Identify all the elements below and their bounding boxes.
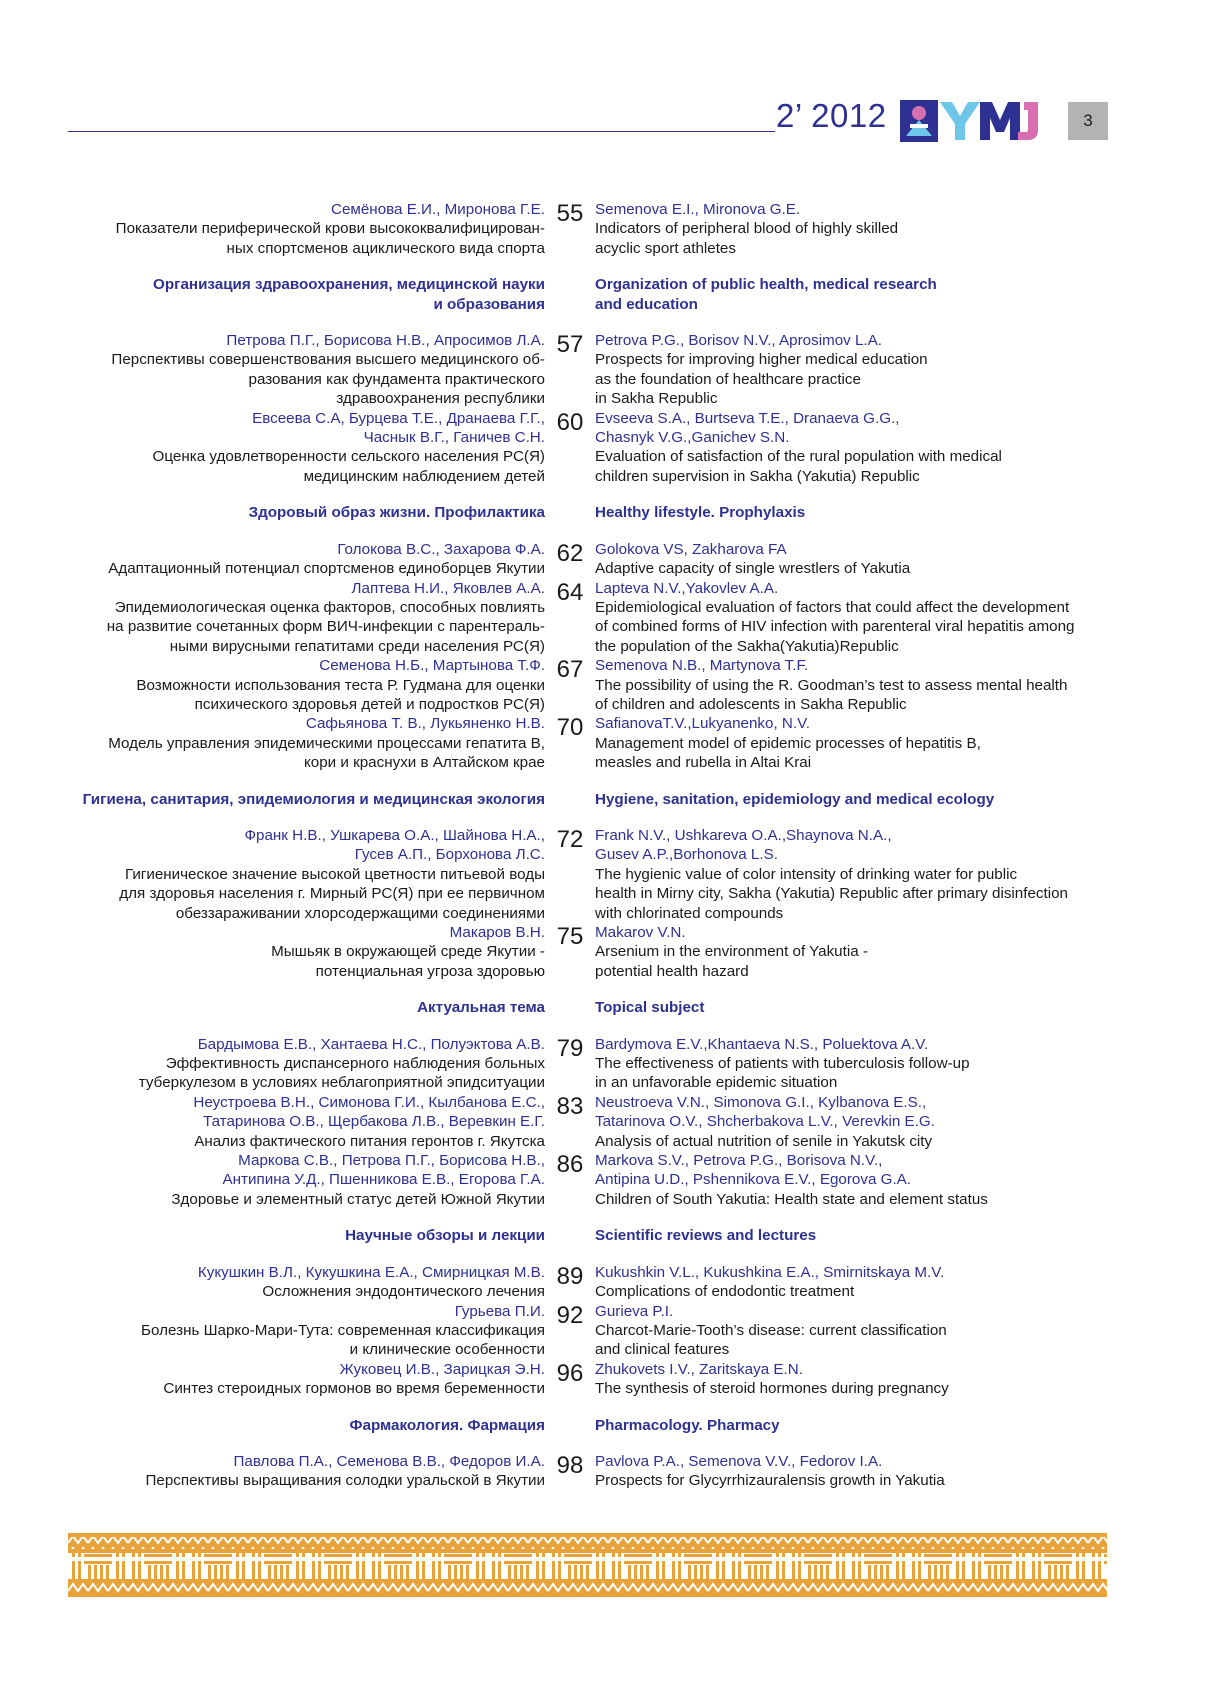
- toc-entry[interactable]: [0, 1302, 1207, 1360]
- section-title-ru: [0, 503, 545, 522]
- entry-authors: Bardymova E.V.,Khantaeva N.S., Poluektova A.V.: [595, 1035, 929, 1053]
- section-heading: [0, 275, 1207, 314]
- entry-title: and clinical features: [595, 1341, 730, 1359]
- entry-title: with chlorinated compounds: [595, 904, 784, 922]
- entry-russian: [0, 540, 545, 579]
- entry-title: as the foundation of healthcare practice: [595, 370, 861, 388]
- entry-page-number[interactable]: 55: [556, 200, 584, 227]
- toc-entry[interactable]: [0, 1360, 1207, 1399]
- entry-authors: Неустроева В.Н., Симонова Г.И., Кылбанова Е.С.,: [193, 1093, 545, 1111]
- entry-title: Здоровье и элементный статус детей Южной Якутии: [171, 1190, 545, 1208]
- entry-title: Adaptive capacity of single wrestlers of Yakutia: [595, 560, 911, 578]
- entry-title: Возможности использования теста Р. Гудмана для оценки: [136, 676, 545, 694]
- entry-title: Complications of endodontic treatment: [595, 1283, 855, 1301]
- entry-russian: [0, 1360, 545, 1399]
- entry-authors: Evseeva S.A., Burtseva T.E., Dranaeva G.G.,: [595, 409, 900, 427]
- section-title-en: [595, 1226, 1115, 1245]
- entry-authors: Павлова П.А., Семенова В.В., Федоров И.А.: [233, 1452, 545, 1470]
- entry-title: Arsenium in the environment of Yakutia -: [595, 943, 868, 961]
- section-title-line: Scientific reviews and lectures: [595, 1227, 817, 1245]
- section-title-ru: [0, 1416, 545, 1435]
- entry-authors: Часнык В.Г., Ганичев С.Н.: [363, 429, 545, 447]
- entry-authors: Гурьева П.И.: [454, 1302, 545, 1320]
- entry-english: [595, 579, 1115, 657]
- section-title-ru: [0, 1226, 545, 1245]
- entry-title: measles and rubella in Altai Krai: [595, 754, 812, 772]
- entry-page-number[interactable]: 98: [556, 1451, 584, 1479]
- entry-russian: [0, 409, 545, 487]
- toc-entry[interactable]: [0, 409, 1207, 487]
- entry-authors: Маркова С.В., Петрова П.Г., Борисова Н.В.,: [238, 1152, 545, 1170]
- entry-russian: [0, 1452, 545, 1491]
- entry-title: Prospects for improving higher medical education: [595, 351, 928, 369]
- issue-number: 2’ 2012: [776, 97, 887, 134]
- entry-english: [595, 1360, 1115, 1399]
- entry-russian: [0, 1302, 545, 1360]
- entry-authors: Макаров В.Н.: [449, 924, 545, 941]
- entry-title: Осложнения эндодонтического лечения: [262, 1283, 545, 1301]
- entry-title: in Sakha Republic: [595, 390, 718, 408]
- section-title-ru: [0, 998, 545, 1017]
- entry-title: The effectiveness of patients with tuberculosis follow-up: [595, 1055, 970, 1073]
- toc-entry[interactable]: [0, 1452, 1207, 1491]
- entry-title: Charcot-Marie-Tooth’s disease: current classification: [595, 1321, 947, 1339]
- entry-english: [595, 656, 1115, 714]
- entry-title: Гигиеническое значение высокой цветности питьевой воды: [124, 865, 545, 883]
- entry-title: Перспективы выращивания солодки уральской в Якутии: [145, 1472, 545, 1490]
- section-title-en: [595, 275, 1115, 314]
- entry-title: in an unfavorable epidemic situation: [595, 1074, 838, 1092]
- entry-title: health in Mirny city, Sakha (Yakutia) Republic after primary disinfection: [595, 885, 1068, 903]
- entry-title: The hygienic value of color intensity of drinking water for public: [595, 865, 1018, 883]
- entry-authors: Петрова П.Г., Борисова Н.В., Апросимов Л.А.: [226, 332, 545, 350]
- entry-english: [595, 200, 1115, 258]
- entry-title: Эффективность диспансерного наблюдения больных: [165, 1055, 545, 1073]
- section-title-en: [595, 1416, 1115, 1435]
- section-title-line: Организация здравоохранения, медицинской науки: [153, 276, 545, 294]
- entry-title: of combined forms of HIV infection with parenteral viral hepatitis among: [595, 618, 1075, 636]
- entry-authors: Tatarinova O.V., Shcherbakova L.V., Verevkin E.G.: [595, 1113, 935, 1131]
- toc-entry[interactable]: [0, 656, 1207, 714]
- entry-authors: Лаптева Н.И., Яковлев А.А.: [351, 579, 545, 597]
- page-number: 3: [1068, 102, 1108, 140]
- entry-title: Перспективы совершенствования высшего медицинского об-: [111, 351, 545, 369]
- entry-title: ными вирусными гепатитами среди населения РС(Я): [169, 637, 545, 655]
- entry-title: Оценка удовлетворенности сельского населения РС(Я): [152, 448, 545, 466]
- entry-title: potential health hazard: [595, 962, 749, 980]
- entry-title: кори и краснухи в Алтайском крае: [303, 754, 545, 772]
- entry-authors: Golokova VS, Zakharova FA: [595, 540, 787, 558]
- entry-english: [595, 923, 1115, 981]
- section-title-line: and education: [595, 295, 698, 313]
- section-title-line: Hygiene, sanitation, epidemiology and medical ecology: [595, 790, 995, 808]
- entry-title: Болезнь Шарко-Мари-Тута: современная классификация: [141, 1321, 545, 1339]
- entry-page-number[interactable]: 67: [556, 656, 584, 684]
- entry-russian: [0, 200, 545, 258]
- entry-title: acyclic sport athletes: [595, 239, 736, 257]
- toc-entry[interactable]: [0, 1035, 1207, 1093]
- entry-page-number[interactable]: 96: [556, 1359, 584, 1387]
- entry-authors: Semenova E.I., Mironova G.E.: [595, 201, 801, 218]
- entry-authors: Antipina U.D., Pshennikova E.V., Egorova G.A.: [595, 1171, 912, 1189]
- toc-entry[interactable]: [0, 826, 1207, 923]
- entry-page-number[interactable]: 60: [556, 408, 584, 436]
- entry-authors: Zhukovets I.V., Zaritskaya E.N.: [595, 1360, 803, 1378]
- entry-english: [595, 1302, 1115, 1360]
- entry-title: the population of the Sakha(Yakutia)Republic: [595, 637, 899, 655]
- entry-russian: [0, 579, 545, 657]
- entry-english: [595, 1452, 1115, 1491]
- entry-authors: Сафьянова Т. В., Лукьяненко Н.В.: [305, 715, 545, 733]
- section-title-line: и образования: [433, 295, 545, 313]
- entry-title: здравоохранения республики: [336, 390, 545, 408]
- entry-title: of children and adolescents in Sakha Republic: [595, 695, 907, 713]
- entry-title: Analysis of actual nutrition of senile in Yakutsk city: [595, 1132, 933, 1150]
- section-heading: [0, 1226, 1207, 1245]
- section-title-ru: [0, 790, 545, 809]
- entry-authors: Татаринова О.В., Щербакова Л.В., Веревкин Е.Г.: [202, 1113, 545, 1131]
- entry-authors: Голокова В.С., Захарова Ф.А.: [337, 540, 545, 558]
- entry-russian: [0, 1035, 545, 1093]
- entry-russian: [0, 714, 545, 772]
- entry-authors: Жуковец И.В., Зарицкая Э.Н.: [339, 1360, 545, 1378]
- section-title-line: Pharmacology. Pharmacy: [595, 1416, 780, 1434]
- entry-authors: Neustroeva V.N., Simonova G.I., Kylbanova E.S.,: [595, 1093, 927, 1111]
- entry-english: [595, 1263, 1115, 1302]
- entry-title: психического здоровья детей и подростков РС(Я): [194, 695, 545, 713]
- entry-title: Синтез стероидных гормонов во время беременности: [163, 1380, 545, 1398]
- entry-english: [595, 1093, 1115, 1151]
- entry-title: Management model of epidemic processes of hepatitis B,: [595, 734, 981, 752]
- page-header: [0, 0, 1207, 160]
- toc-entry[interactable]: [0, 579, 1207, 657]
- section-heading: [0, 1416, 1207, 1435]
- entry-title: и клинические особенности: [349, 1341, 545, 1359]
- entry-authors: SafianovaT.V.,Lukyanenko, N.V.: [595, 715, 811, 733]
- toc-entry[interactable]: [0, 331, 1207, 409]
- entry-authors: Евсеева С.А, Бурцева Т.Е., Дранаева Г.Г.,: [252, 409, 545, 427]
- entry-title: разования как фундамента практического: [248, 370, 545, 388]
- entry-page-number[interactable]: 64: [556, 578, 584, 606]
- entry-russian: [0, 826, 545, 923]
- entry-russian: [0, 1263, 545, 1302]
- section-title-line: Гигиена, санитария, эпидемиология и медицинская экология: [82, 790, 545, 808]
- entry-english: [595, 714, 1115, 772]
- entry-page-number[interactable]: 62: [556, 539, 584, 567]
- entry-title: медицинским наблюдением детей: [303, 467, 545, 485]
- entry-title: The synthesis of steroid hormones during pregnancy: [595, 1380, 949, 1398]
- entry-authors: Lapteva N.V.,Yakovlev A.A.: [595, 579, 779, 597]
- entry-authors: Антипина У.Д., Пшенникова Е.В., Егорова Г.А.: [222, 1171, 545, 1189]
- entry-page-number[interactable]: 72: [556, 825, 584, 853]
- entry-authors: Кукушкин В.Л., Кукушкина Е.А., Смирницкая М.В.: [197, 1263, 545, 1281]
- toc-entry[interactable]: [0, 1151, 1207, 1209]
- section-title-en: [595, 998, 1115, 1017]
- entry-title: Children of South Yakutia: Health state and element status: [595, 1190, 988, 1208]
- entry-title: children supervision in Sakha (Yakutia) Republic: [595, 467, 920, 485]
- entry-title: Prospects for Glycyrrhizauralensis growth in Yakutia: [595, 1472, 945, 1490]
- entry-title: Адаптационный потенциал спортсменов единоборцев Якутии: [108, 560, 545, 578]
- entry-authors: Бардымова Е.В., Хантаева Н.С., Полуэктова А.В.: [197, 1035, 545, 1053]
- section-heading: [0, 790, 1207, 809]
- entry-russian: [0, 1151, 545, 1209]
- entry-title: Evaluation of satisfaction of the rural population with medical: [595, 448, 1002, 466]
- section-heading: [0, 503, 1207, 522]
- entry-russian: [0, 1093, 545, 1151]
- entry-russian: [0, 923, 545, 981]
- section-title-line: Научные обзоры и лекции: [345, 1227, 545, 1245]
- section-title-line: Organization of public health, medical research: [595, 276, 937, 294]
- entry-authors: Semenova N.B., Martynova T.F.: [595, 657, 809, 675]
- ornamental-border: [68, 1533, 1107, 1597]
- entry-title: The possibility of using the R. Goodman’s test to assess mental health: [595, 676, 1068, 694]
- entry-title: Показатели периферической крови высококвалифицирован-: [115, 220, 545, 238]
- section-title-en: [595, 503, 1115, 522]
- toc-entry[interactable]: [0, 923, 1207, 981]
- entry-authors: Frank N.V., Ushkareva O.A.,Shaynova N.A.,: [595, 826, 892, 844]
- toc-entry[interactable]: [0, 714, 1207, 772]
- entry-page-number[interactable]: 70: [556, 714, 584, 742]
- entry-english: [595, 1151, 1115, 1209]
- journal-logo: [900, 100, 1060, 142]
- entry-title: ных спортсменов ациклического вида спорта: [226, 239, 545, 257]
- entry-english: [595, 331, 1115, 409]
- entry-title: Анализ фактического питания геронтов г. Якутска: [194, 1132, 545, 1150]
- entry-authors: Gusev A.P.,Borhonova L.S.: [595, 846, 778, 864]
- entry-russian: [0, 331, 545, 409]
- entry-authors: Kukushkin V.L., Kukushkina E.A., Smirnitskaya M.V.: [595, 1263, 945, 1281]
- section-title-ru: [0, 275, 545, 314]
- entry-title: для здоровья населения г. Мирный РС(Я) при ее первичном: [119, 885, 545, 903]
- section-title-line: Здоровый образ жизни. Профилактика: [248, 504, 545, 522]
- entry-title: Indicators of peripheral blood of highly skilled: [595, 220, 899, 238]
- section-heading: [0, 998, 1207, 1017]
- header-rule: [68, 131, 775, 132]
- entry-title: туберкулезом в условиях неблагоприятной эпидситуации: [138, 1074, 545, 1092]
- section-title-line: Topical subject: [595, 999, 705, 1017]
- toc-entry[interactable]: [0, 1263, 1207, 1302]
- entry-page-number[interactable]: 83: [556, 1092, 584, 1120]
- section-title-line: Healthy lifestyle. Prophylaxis: [595, 504, 806, 522]
- entry-english: [595, 826, 1115, 923]
- entry-title: на развитие сочетанных форм ВИЧ-инфекции с парентераль-: [106, 618, 545, 636]
- section-title-en: [595, 790, 1115, 809]
- entry-page-number[interactable]: 86: [556, 1151, 584, 1179]
- entry-page-number[interactable]: 92: [556, 1301, 584, 1329]
- entry-authors: Chasnyk V.G.,Ganichev S.N.: [595, 429, 790, 447]
- entry-title: Мышьяк в окружающей среде Якутии -: [271, 943, 545, 961]
- entry-english: [595, 1035, 1115, 1093]
- entry-page-number[interactable]: 57: [556, 331, 584, 359]
- toc-entry[interactable]: [0, 540, 1207, 579]
- entry-authors: Гусев А.П., Борхонова Л.С.: [354, 846, 545, 864]
- entry-title: потенциальная угроза здоровью: [315, 962, 545, 980]
- entry-page-number[interactable]: 79: [556, 1034, 584, 1062]
- entry-authors: Markova S.V., Petrova P.G., Borisova N.V.,: [595, 1152, 883, 1170]
- entry-authors: Франк Н.В., Ушкарева О.А., Шайнова Н.А.,: [244, 826, 545, 844]
- entry-title: обеззараживании хлорсодержащими соединениями: [175, 904, 545, 922]
- entry-authors: Petrova P.G., Borisov N.V., Aprosimov L.A.: [595, 332, 883, 350]
- toc-entry[interactable]: [0, 1093, 1207, 1151]
- toc-entry[interactable]: [0, 200, 1207, 258]
- section-title-line: Фармакология. Фармация: [349, 1416, 545, 1434]
- table-of-contents: [0, 200, 1207, 1491]
- entry-russian: [0, 656, 545, 714]
- entry-english: [595, 409, 1115, 487]
- section-title-line: Актуальная тема: [417, 999, 545, 1017]
- entry-title: Эпидемиологическая оценка факторов, способных повлиять: [114, 598, 545, 616]
- entry-authors: Gurieva P.I.: [595, 1302, 674, 1320]
- entry-page-number[interactable]: 89: [556, 1262, 584, 1290]
- entry-page-number[interactable]: 75: [556, 923, 584, 950]
- entry-authors: Makarov V.N.: [595, 924, 686, 941]
- entry-authors: Pavlova P.A., Semenova V.V., Fedorov I.A.: [595, 1452, 883, 1470]
- entry-authors: Семенова Н.Б., Мартынова Т.Ф.: [319, 657, 545, 675]
- entry-title: Epidemiological evaluation of factors that could affect the development: [595, 598, 1070, 616]
- entry-authors: Семёнова Е.И., Миронова Г.Е.: [331, 201, 545, 218]
- entry-english: [595, 540, 1115, 579]
- entry-title: Модель управления эпидемическими процессами гепатита В,: [108, 734, 545, 752]
